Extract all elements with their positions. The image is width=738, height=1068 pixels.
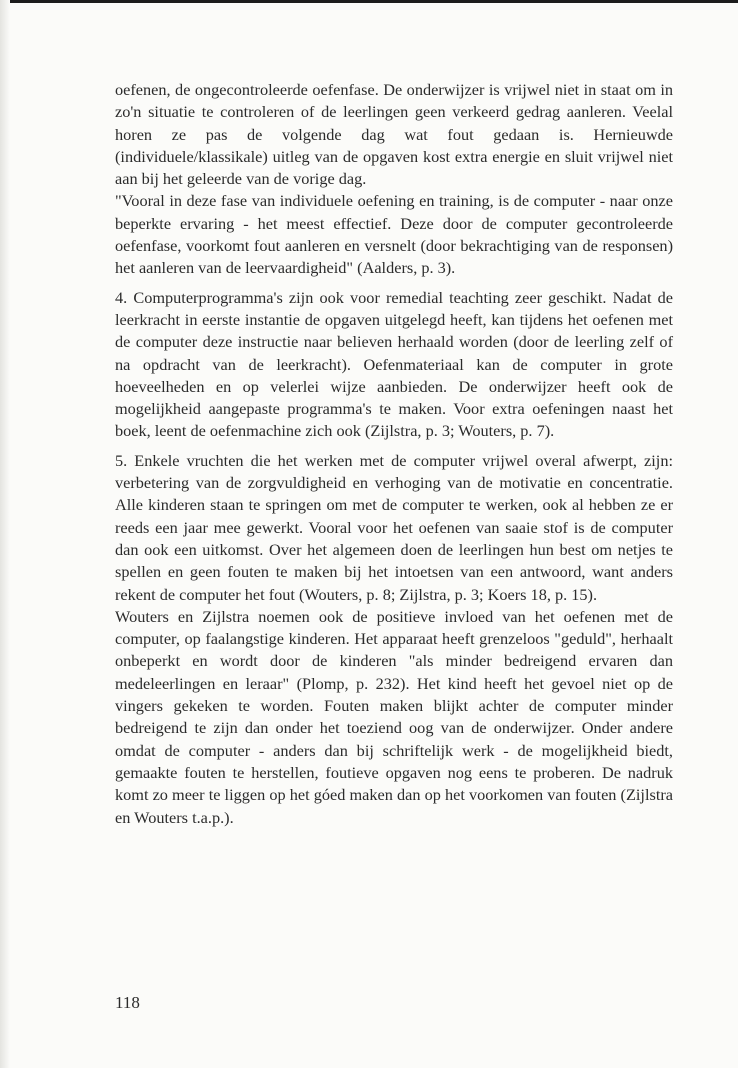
paragraph-faalangst: Wouters en Zijlstra noemen ook de positieve invloed van het oefenen met de computer, op faalangstige kinderen. Het apparaat heeft grenzeloos "geduld", herhaalt onbeperkt en wordt door de kinderen "als minder bedreigend ervaren dan medeleerlingen en leraar" (Plomp, p. 232). Het kind heeft het gevoel niet op de vingers gekeken te worden. Fouten maken blijkt achter de computer minder bedreigend te zijn dan onder het toeziend oog van de onderwijzer. Onder andere omdat de computer - anders dan bij schriftelijk werk - de mogelijkheid biedt, gemaakte fouten te herstellen, foutieve opgaven nog eens te proberen. De nadruk komt zo meer te liggen op het góed maken dan op het voorkomen van fouten (Zijlstra en Wouters t.a.p.). — [115, 606, 673, 827]
paragraph-point-5: 5. Enkele vruchten die het werken met de computer vrijwel overal afwerpt, zijn: verbetering van de zorgvuldigheid en verhoging van de motivatie en concentratie. Alle kinderen staan te springen om met de computer te werken, ook al hebben ze er reeds een jaar mee gewerkt. Vooral voor het oefenen van saaie stof is de computer dan ook een uitkomst. Over het algemeen doen de leerlingen hun best om netjes te spellen en geen fouten te maken bij het intoetsen van een antwoord, want anders rekent de computer het fout (Wouters, p. 8; Zijlstra, p. 3; Koers 18, p. 15). — [115, 450, 673, 604]
paragraph-point-4: 4. Computerprogramma's zijn ook voor remedial teachting zeer geschikt. Nadat de leerkracht in eerste instantie de opgaven uitgelegd heeft, kan tijdens het oefenen met de computer deze instructie naar believen herhaald worden (door de leerling zelf of na opdracht van de leerkracht). Oefenmateriaal kan de computer in grote hoeveelheden en op velerlei wijze aanbieden. De onderwijzer heeft ook de mogelijkheid aangepaste programma's te maken. Voor extra oefeningen naast het boek, leent de oefenmachine zich ook (Zijlstra, p. 3; Wouters, p. 7). — [115, 287, 673, 441]
scan-left-edge — [0, 0, 10, 1068]
paragraph-quote-aalders: "Vooral in deze fase van individuele oefening en training, is de computer - naar onze beperkte ervaring - het meest effectief. Deze door de computer gecontroleerde oefenfase, voorkomt fout aanleren en versnelt (door bekrachtiging van de responsen) het aanleren van de leervaardigheid" (Aalders, p. 3). — [115, 191, 673, 278]
paragraph-continuation: oefenen, de ongecontroleerde oefenfase. De onderwijzer is vrijwel niet in staat om in zo'n situatie te controleren of de leerlingen geen verkeerd gedrag aanleren. Veelal horen ze pas de volgende dag wat fout gedaan is. Hernieuwde (individuele/klassikale) uitleg van de opgaven kost extra energie en sluit vrijwel niet aan bij het geleerde van de vorige dag. — [115, 80, 673, 189]
scan-top-edge — [0, 0, 738, 3]
page-body — [115, 79, 673, 829]
page-number: 118 — [115, 993, 140, 1012]
